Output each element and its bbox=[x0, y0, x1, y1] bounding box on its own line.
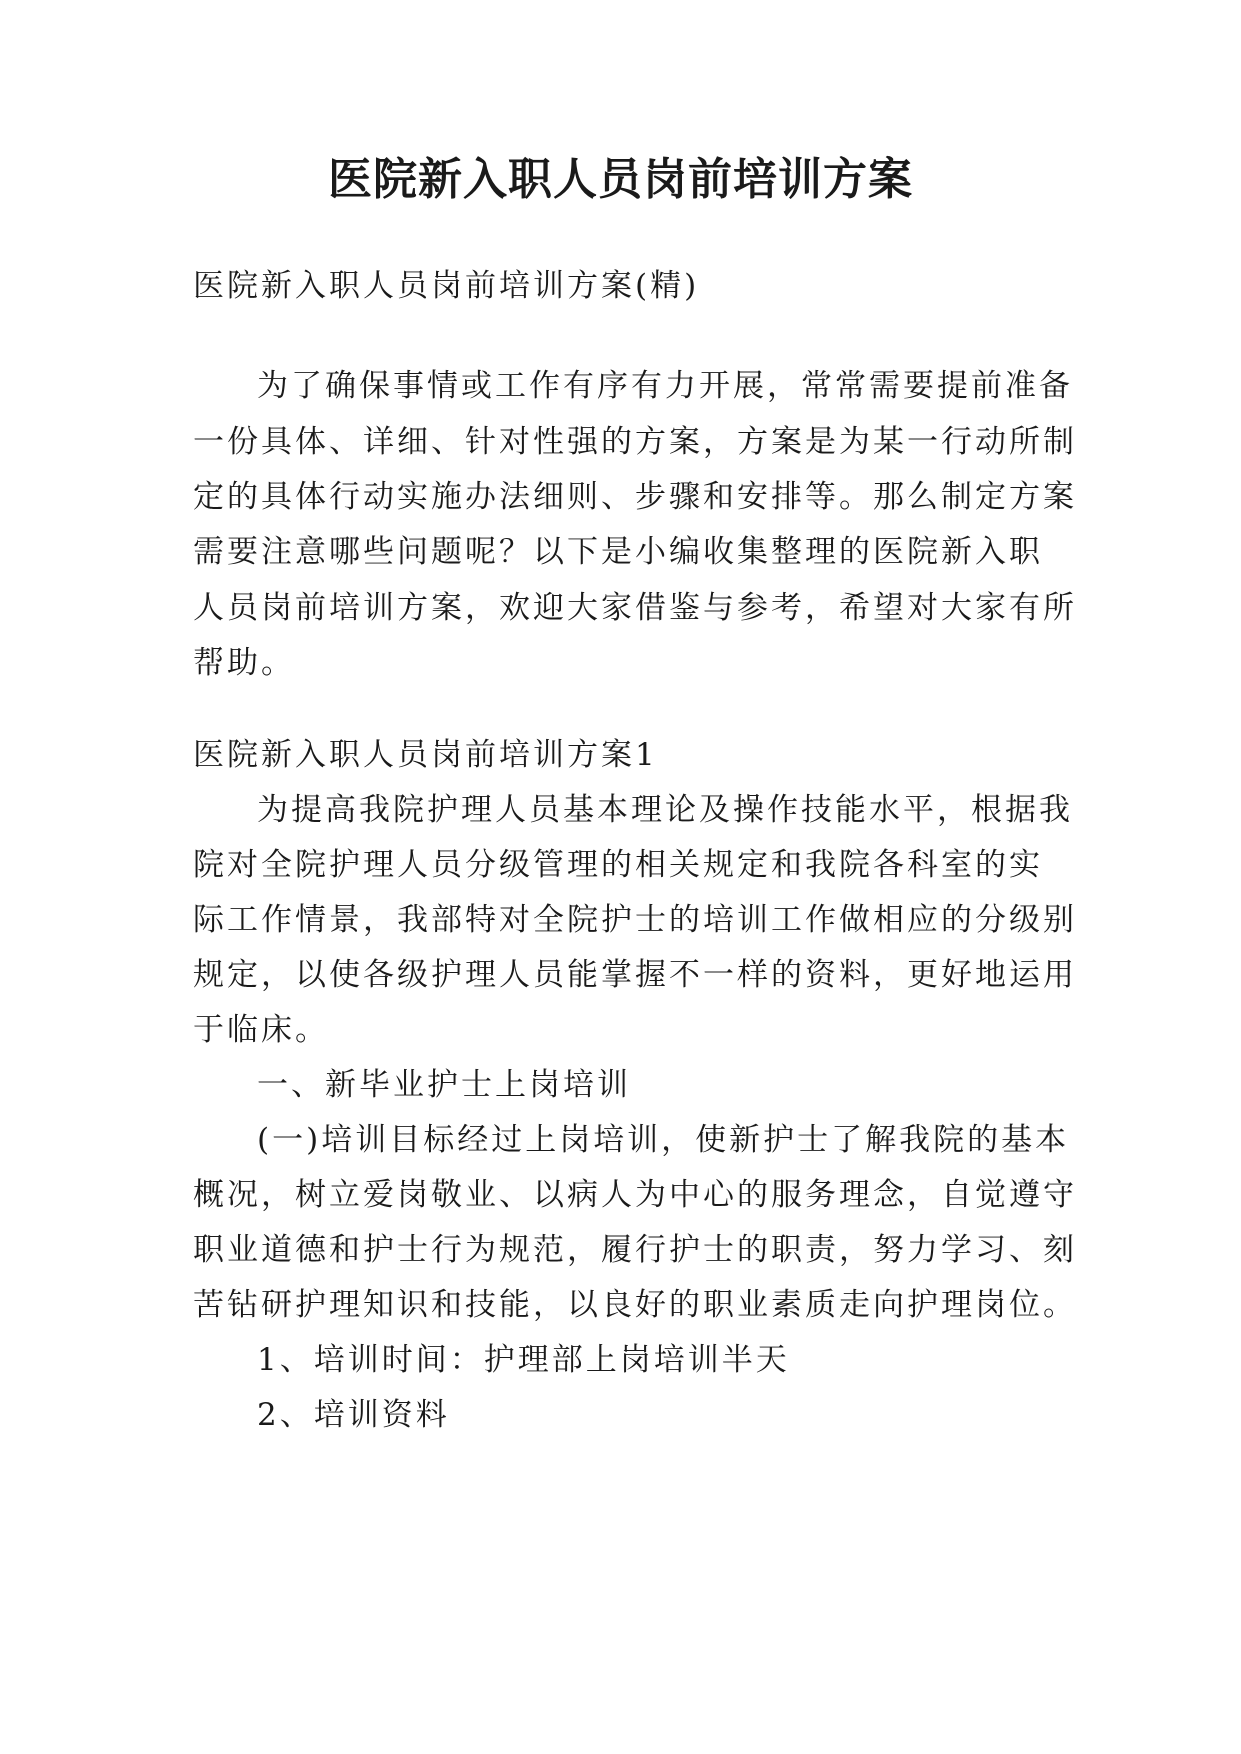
document-subtitle: 医院新入职人员岗前培训方案(精) bbox=[193, 268, 700, 304]
document-title: 医院新入职人员岗前培训方案 bbox=[328, 154, 913, 205]
goal-line: 职业道德和护士行为规范，履行护士的职责，努力学习、刻 bbox=[193, 1232, 1077, 1268]
item-heading: 一、新毕业护士上岗培训 bbox=[257, 1067, 631, 1103]
body-line: 为提高我院护理人员基本理论及操作技能水平，根据我 bbox=[257, 792, 1073, 828]
body-line: 规定，以使各级护理人员能掌握不一样的资料，更好地运用 bbox=[193, 957, 1077, 993]
intro-line: 帮助。 bbox=[193, 645, 295, 681]
training-time: 1、培训时间：护理部上岗培训半天 bbox=[257, 1342, 790, 1378]
body-line: 于临床。 bbox=[193, 1012, 329, 1048]
body-line: 际工作情景，我部特对全院护士的培训工作做相应的分级别 bbox=[193, 902, 1077, 938]
intro-line: 一份具体、详细、针对性强的方案，方案是为某一行动所制 bbox=[193, 424, 1077, 460]
intro-line: 定的具体行动实施办法细则、步骤和安排等。那么制定方案 bbox=[193, 479, 1077, 515]
intro-line: 需要注意哪些问题呢？以下是小编收集整理的医院新入职 bbox=[193, 534, 1043, 570]
section-heading: 医院新入职人员岗前培训方案1 bbox=[193, 737, 658, 773]
goal-line: (一)培训目标经过上岗培训，使新护士了解我院的基本 bbox=[257, 1122, 1070, 1158]
body-line: 院对全院护理人员分级管理的相关规定和我院各科室的实 bbox=[193, 847, 1043, 883]
goal-line: 苦钻研护理知识和技能，以良好的职业素质走向护理岗位。 bbox=[193, 1287, 1077, 1323]
intro-line: 人员岗前培训方案，欢迎大家借鉴与参考，希望对大家有所 bbox=[193, 590, 1077, 626]
training-materials: 2、培训资料 bbox=[257, 1397, 450, 1433]
intro-line: 为了确保事情或工作有序有力开展，常常需要提前准备 bbox=[257, 368, 1073, 404]
goal-line: 概况，树立爱岗敬业、以病人为中心的服务理念，自觉遵守 bbox=[193, 1177, 1077, 1213]
